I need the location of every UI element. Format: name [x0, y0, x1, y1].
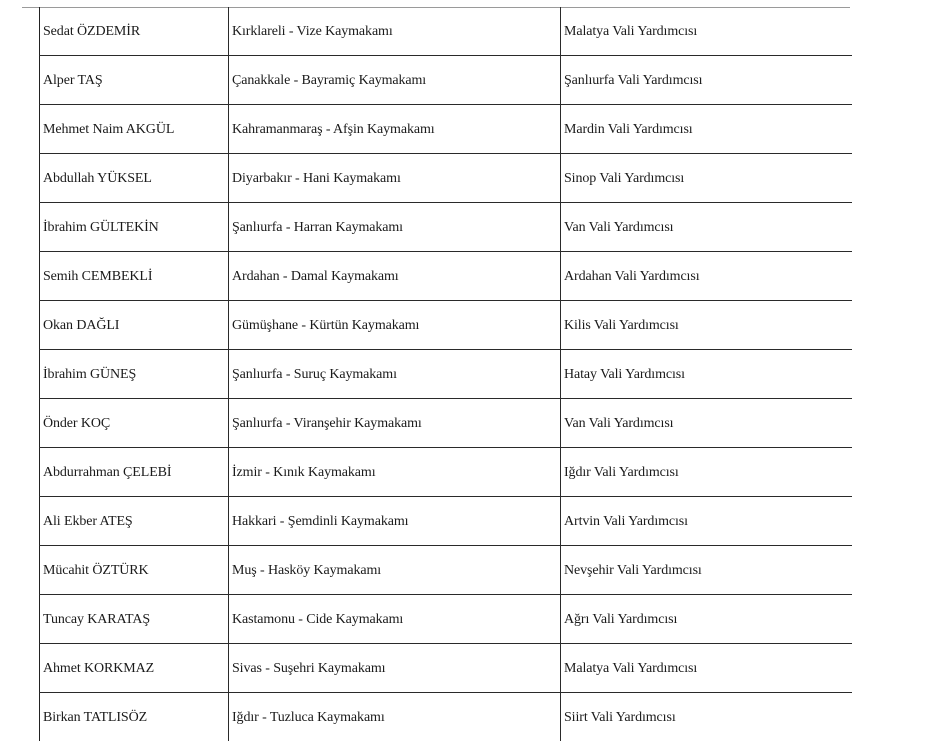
new-post-cell [561, 252, 852, 301]
current-post-cell [229, 595, 561, 644]
name-cell [40, 252, 229, 301]
new-post-cell [561, 56, 852, 105]
person-name: İbrahim GÜNEŞ [43, 367, 137, 382]
current-post: Gümüşhane - Kürtün Kaymakamı [232, 318, 420, 333]
name-cell [40, 644, 229, 693]
current-post-cell [229, 203, 561, 252]
current-post-cell [229, 399, 561, 448]
name-cell [40, 350, 229, 399]
current-post: Ardahan - Damal Kaymakamı [232, 269, 399, 284]
new-post: Malatya Vali Yardımcısı [564, 661, 698, 676]
new-post-cell [561, 203, 852, 252]
current-post: Hakkari - Şemdinli Kaymakamı [232, 514, 409, 529]
current-post-cell [229, 301, 561, 350]
appointments-table [39, 7, 852, 741]
new-post: Artvin Vali Yardımcısı [564, 514, 688, 529]
name-cell [40, 105, 229, 154]
name-cell [40, 56, 229, 105]
current-post: Şanlıurfa - Suruç Kaymakamı [232, 367, 397, 382]
table-row [40, 595, 852, 644]
person-name: Ali Ekber ATEŞ [43, 514, 133, 529]
new-post: Hatay Vali Yardımcısı [564, 367, 685, 382]
table-row [40, 497, 852, 546]
current-post-cell [229, 56, 561, 105]
new-post-cell [561, 595, 852, 644]
current-post: Şanlıurfa - Harran Kaymakamı [232, 220, 403, 235]
current-post-cell [229, 105, 561, 154]
current-post-cell [229, 154, 561, 203]
person-name: Alper TAŞ [43, 73, 103, 88]
current-post: Muş - Hasköy Kaymakamı [232, 563, 382, 578]
table-row [40, 693, 852, 742]
new-post-cell [561, 154, 852, 203]
new-post: Malatya Vali Yardımcısı [564, 24, 698, 39]
table-row [40, 546, 852, 595]
table-row [40, 252, 852, 301]
table-row [40, 105, 852, 154]
table-row [40, 56, 852, 105]
new-post: Mardin Vali Yardımcısı [564, 122, 693, 137]
current-post-cell [229, 252, 561, 301]
new-post-cell [561, 399, 852, 448]
name-cell [40, 595, 229, 644]
new-post: Nevşehir Vali Yardımcısı [564, 563, 702, 578]
current-post: Sivas - Suşehri Kaymakamı [232, 661, 386, 676]
name-cell [40, 7, 229, 56]
table-row [40, 448, 852, 497]
table-row [40, 644, 852, 693]
table-row [40, 350, 852, 399]
new-post-cell [561, 105, 852, 154]
person-name: Önder KOÇ [43, 416, 111, 431]
current-post: Kahramanmaraş - Afşin Kaymakamı [232, 122, 435, 137]
person-name: İbrahim GÜLTEKİN [43, 220, 159, 235]
name-cell [40, 301, 229, 350]
new-post: Van Vali Yardımcısı [564, 416, 674, 431]
current-post: Şanlıurfa - Viranşehir Kaymakamı [232, 416, 422, 431]
person-name: Abdullah YÜKSEL [43, 171, 152, 186]
name-cell [40, 497, 229, 546]
name-cell [40, 154, 229, 203]
new-post: Siirt Vali Yardımcısı [564, 710, 676, 725]
table-row [40, 399, 852, 448]
new-post: Van Vali Yardımcısı [564, 220, 674, 235]
new-post-cell [561, 448, 852, 497]
name-cell [40, 203, 229, 252]
appointments-table-body [40, 7, 852, 741]
new-post-cell [561, 350, 852, 399]
current-post: İzmir - Kınık Kaymakamı [232, 465, 376, 480]
current-post: Iğdır - Tuzluca Kaymakamı [232, 710, 385, 725]
new-post: Sinop Vali Yardımcısı [564, 171, 685, 186]
name-cell [40, 399, 229, 448]
person-name: Okan DAĞLI [43, 318, 120, 333]
person-name: Mücahit ÖZTÜRK [43, 563, 149, 578]
person-name: Mehmet Naim AKGÜL [43, 122, 175, 137]
current-post-cell [229, 497, 561, 546]
current-post-cell [229, 644, 561, 693]
person-name: Semih CEMBEKLİ [43, 269, 153, 284]
table-row [40, 154, 852, 203]
current-post: Çanakkale - Bayramiç Kaymakamı [232, 73, 427, 88]
current-post-cell [229, 350, 561, 399]
current-post: Kırklareli - Vize Kaymakamı [232, 24, 393, 39]
current-post-cell [229, 546, 561, 595]
new-post-cell [561, 546, 852, 595]
current-post: Kastamonu - Cide Kaymakamı [232, 612, 404, 627]
person-name: Sedat ÖZDEMİR [43, 24, 141, 39]
name-cell [40, 546, 229, 595]
current-post: Diyarbakır - Hani Kaymakamı [232, 171, 401, 186]
new-post-cell [561, 301, 852, 350]
new-post-cell [561, 497, 852, 546]
current-post-cell [229, 448, 561, 497]
new-post: Kilis Vali Yardımcısı [564, 318, 679, 333]
table-row [40, 7, 852, 56]
new-post-cell [561, 7, 852, 56]
table-row [40, 203, 852, 252]
new-post: Iğdır Vali Yardımcısı [564, 465, 679, 480]
new-post: Ardahan Vali Yardımcısı [564, 269, 700, 284]
person-name: Birkan TATLISÖZ [43, 710, 148, 725]
name-cell [40, 693, 229, 742]
current-post-cell [229, 7, 561, 56]
current-post-cell [229, 693, 561, 742]
new-post: Şanlıurfa Vali Yardımcısı [564, 73, 703, 88]
new-post-cell [561, 693, 852, 742]
person-name: Tuncay KARATAŞ [43, 612, 151, 627]
name-cell [40, 448, 229, 497]
new-post-cell [561, 644, 852, 693]
person-name: Ahmet KORKMAZ [43, 661, 155, 676]
person-name: Abdurrahman ÇELEBİ [43, 465, 172, 480]
table-row [40, 301, 852, 350]
new-post: Ağrı Vali Yardımcısı [564, 612, 678, 627]
